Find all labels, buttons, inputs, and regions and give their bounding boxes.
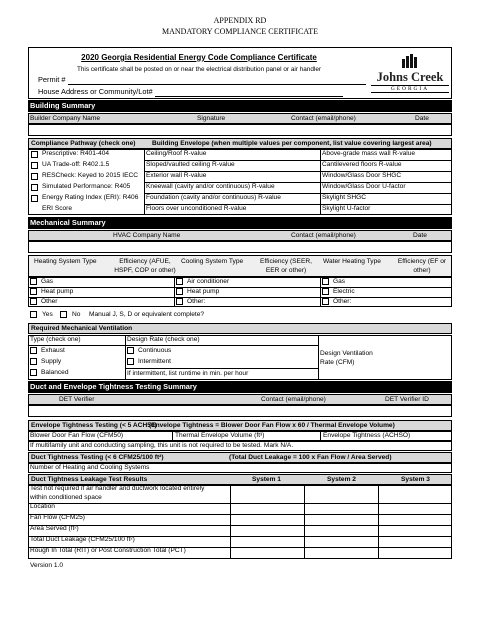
building-summary-entry-row[interactable] [28, 124, 452, 136]
envelope-item-left: Ceiling/Roof R-value [146, 150, 207, 157]
heating-eff-label-2: HSPF, COP or other) [114, 267, 176, 274]
heating-type-label: Heating System Type [34, 258, 97, 265]
result-row-label: Test not required if air handler and ductwork located entirely [30, 485, 205, 492]
cooling-eff-label-1: Efficiency (SEER, [260, 258, 312, 265]
envelope-item-left: Exterior wall R-value [146, 172, 207, 179]
cooling-eff-label-2: EER or other) [265, 267, 307, 274]
version-label: Version 1.0 [30, 562, 63, 569]
heating-option-label: Heat pump [41, 288, 74, 295]
certificate-subtitle: MANDATORY COMPLIANCE CERTIFICATE [162, 27, 318, 36]
vent-type-checkbox[interactable] [30, 369, 37, 376]
pathway-option: ERI Score [42, 205, 73, 212]
col-hvac-date: Date [413, 232, 427, 239]
heating-option-label: Other [41, 298, 58, 305]
system-1-header: System 1 [252, 476, 281, 483]
col-signature: Signature [197, 115, 226, 122]
logo-name: Johns Creek [376, 70, 444, 84]
multifamily-row [28, 441, 452, 451]
envelope-item-left: Floors over unconditioned R-value [146, 205, 247, 212]
system-3-header: System 3 [401, 476, 430, 483]
col-det-verifier: DET Verifier [59, 396, 95, 403]
envelope-volume-label: Thermal Envelope Volume (ft³) [175, 432, 265, 439]
appendix-title: APPENDIX RD [213, 16, 267, 25]
mechanical-summary-header: Mechanical Summary [28, 217, 452, 229]
envelope-item-right: Skylight U-factor [322, 205, 371, 212]
result-row-label: Rough In Total (RIT) or Post Construction Total (PCT) [30, 547, 186, 554]
cooling-option-label: Heat pump [187, 288, 220, 295]
vent-rate-label: Intermittent [138, 358, 171, 365]
water-eff-label-2: other) [413, 267, 431, 274]
permit-label: Permit # [38, 75, 66, 84]
address-field[interactable] [38, 88, 343, 97]
certificate-title: 2020 Georgia Residential Energy Code Compliance Certificate [81, 53, 317, 62]
envelope-item-right: Above-grade mass wall R-value [322, 150, 416, 157]
result-row-label: Total Duct Leakage (CFM25/100 ft²) [30, 536, 135, 543]
blower-door-label: Blower Door Fan Flow (CFM50) [30, 432, 124, 439]
multifamily-note: If multifamily unit and conducting sampling, this unit is not required to be tested. Mark N/A. [30, 442, 294, 449]
pathway-header: Compliance Pathway (check one) [31, 140, 136, 147]
result-row-label: Location [30, 503, 55, 510]
permit-field[interactable] [38, 76, 366, 85]
envelope-item-right: Window/Glass Door SHGC [322, 172, 402, 179]
johns-creek-logo [371, 53, 449, 95]
vent-type-label: Balanced [41, 369, 69, 376]
duct-test-label: Duct Tightness Testing (< 6 CFM25/100 ft²) [31, 454, 164, 461]
envelope-formula: (Envelope Tightness = Blower Door Fan Flow x 60 / Thermal Envelope Volume) [149, 422, 395, 429]
heating-option-checkbox[interactable] [30, 278, 37, 285]
vent-rate-checkbox[interactable] [127, 347, 134, 354]
cooling-option-checkbox[interactable] [176, 298, 183, 305]
envelope-header: Building Envelope (when multiple values per component, list value covering largest area) [152, 140, 432, 147]
water-option-checkbox[interactable] [322, 278, 329, 285]
pathway-checkbox[interactable] [31, 184, 38, 191]
vent-rate-label: Continuous [138, 347, 172, 354]
ventilation-header: Required Mechanical Ventilation [31, 325, 133, 332]
heating-option-label: Gas [41, 278, 54, 285]
vent-rate-header: Design Rate (check one) [127, 336, 200, 343]
envelope-test-row [28, 420, 452, 431]
address-label: House Address or Community/Lot# [38, 87, 153, 96]
manual-no-label: No [72, 311, 81, 318]
manual-yes-checkbox[interactable] [30, 311, 37, 318]
envelope-item-left: Sloped/vaulted ceiling R-value [146, 161, 235, 168]
results-header-row [28, 474, 452, 485]
pathway-option: UA Trade-off: R402.1.5 [42, 161, 110, 168]
envelope-test-label: Envelope Tightness Testing (< 5 ACH50) [31, 422, 157, 429]
duct-test-row [28, 452, 452, 463]
cooling-option-checkbox[interactable] [176, 288, 183, 295]
envelope-item-right: Window/Glass Door U-factor [322, 183, 406, 190]
design-rate-label-2: Rate (CFM) [320, 359, 355, 366]
posting-instruction: This certificate shall be posted on or near the electrical distribution panel or air handler [76, 66, 322, 73]
col-hvac-company: HVAC Company Name [113, 232, 181, 239]
water-type-label: Water Heating Type [323, 258, 381, 265]
system-type-table [28, 277, 452, 307]
certificate-header-box [28, 47, 452, 99]
duct-formula: (Total Duct Leakage = 100 x Fan Flow / Area Served) [229, 454, 392, 461]
envelope-values-row [28, 431, 452, 441]
heating-option-checkbox[interactable] [30, 298, 37, 305]
building-summary-header: Building Summary [28, 100, 452, 112]
col-det-id: DET Verifier ID [385, 396, 429, 403]
envelope-item-right: Skylight SHGC [322, 194, 366, 201]
col-date: Date [415, 115, 429, 122]
ventilation-header-row [28, 323, 452, 334]
vent-type-checkbox[interactable] [30, 347, 37, 354]
pathway-option: Energy Rating Index (ERI): R406 [42, 194, 139, 201]
cooling-option-checkbox[interactable] [176, 278, 183, 285]
envelope-item-right: Cantilevered floors R-value [322, 161, 402, 168]
result-row-label: Area Served (ft²) [30, 525, 79, 532]
pathway-checkbox[interactable] [31, 151, 38, 158]
det-entry-row[interactable] [28, 405, 452, 417]
water-option-checkbox[interactable] [322, 298, 329, 305]
design-rate-label-1: Design Ventilation [320, 350, 373, 357]
manual-no-checkbox[interactable] [60, 311, 67, 318]
result-row-label: Fan Flow (CFM25) [30, 514, 85, 521]
vent-type-checkbox[interactable] [30, 358, 37, 365]
vent-rate-checkbox[interactable] [127, 358, 134, 365]
num-systems-row [28, 463, 452, 473]
duct-summary-header: Duct and Envelope Tightness Testing Summary [28, 381, 452, 393]
results-header: Duct Tightness Leakage Test Results [31, 476, 148, 483]
result-row-label: within conditioned space [30, 494, 102, 501]
system-2-header: System 2 [327, 476, 356, 483]
pathway-checkbox[interactable] [31, 195, 38, 202]
building-summary-columns [28, 113, 452, 124]
water-eff-label-1: Efficiency (EF or [397, 258, 447, 265]
vent-type-header: Type (check one) [30, 336, 81, 343]
vent-type-label: Supply [41, 358, 62, 365]
num-systems-label: Number of Heating and Cooling Systems [30, 464, 150, 471]
envelope-item-left: Foundation (cavity and/or continuous) R-value [146, 194, 281, 201]
hvac-entry-row[interactable] [28, 241, 452, 253]
col-builder: Builder Company Name [30, 115, 100, 122]
duct-columns [28, 394, 452, 405]
logo-state: GEORGIA [371, 85, 449, 93]
water-option-label: Gas [333, 278, 346, 285]
pathway-checkbox[interactable] [31, 162, 38, 169]
pathway-option: Prescriptive: R401-404 [42, 150, 110, 157]
cooling-type-label: Cooling System Type [181, 258, 244, 265]
col-det-contact: Contact (email/phone) [261, 396, 326, 403]
manual-yes-label: Yes [42, 311, 53, 318]
pathway-checkbox[interactable] [31, 173, 38, 180]
runtime-label: If intermittent, list runtime in min. per hour [127, 370, 249, 377]
heating-eff-label-1: Efficiency (AFUE, [119, 258, 171, 265]
col-contact: Contact (email/phone) [291, 115, 356, 122]
envelope-ach-label: Envelope Tightness (ACHSO) [323, 432, 411, 439]
manual-question: Manual J, S, D or equivalent complete? [89, 311, 205, 318]
pathway-envelope-header [28, 138, 452, 149]
vent-type-label: Exhaust [41, 347, 65, 354]
cooling-option-label: Air conditioner [187, 278, 230, 285]
system-type-header [28, 255, 452, 277]
col-hvac-contact: Contact (email/phone) [291, 232, 356, 239]
pathway-option: Simulated Performance: R405 [42, 183, 131, 190]
water-option-checkbox[interactable] [322, 288, 329, 295]
water-option-label: Other: [333, 298, 352, 305]
skyline-icon [371, 53, 449, 71]
envelope-item-left: Kneewall (cavity and/or continuous) R-value [146, 183, 275, 190]
water-option-label: Electric [333, 288, 355, 295]
mechanical-columns [28, 230, 452, 241]
cooling-option-label: Other: [187, 298, 206, 305]
pathway-option: RESCheck: Keyed to 2015 IECC [42, 172, 139, 179]
heating-option-checkbox[interactable] [30, 288, 37, 295]
